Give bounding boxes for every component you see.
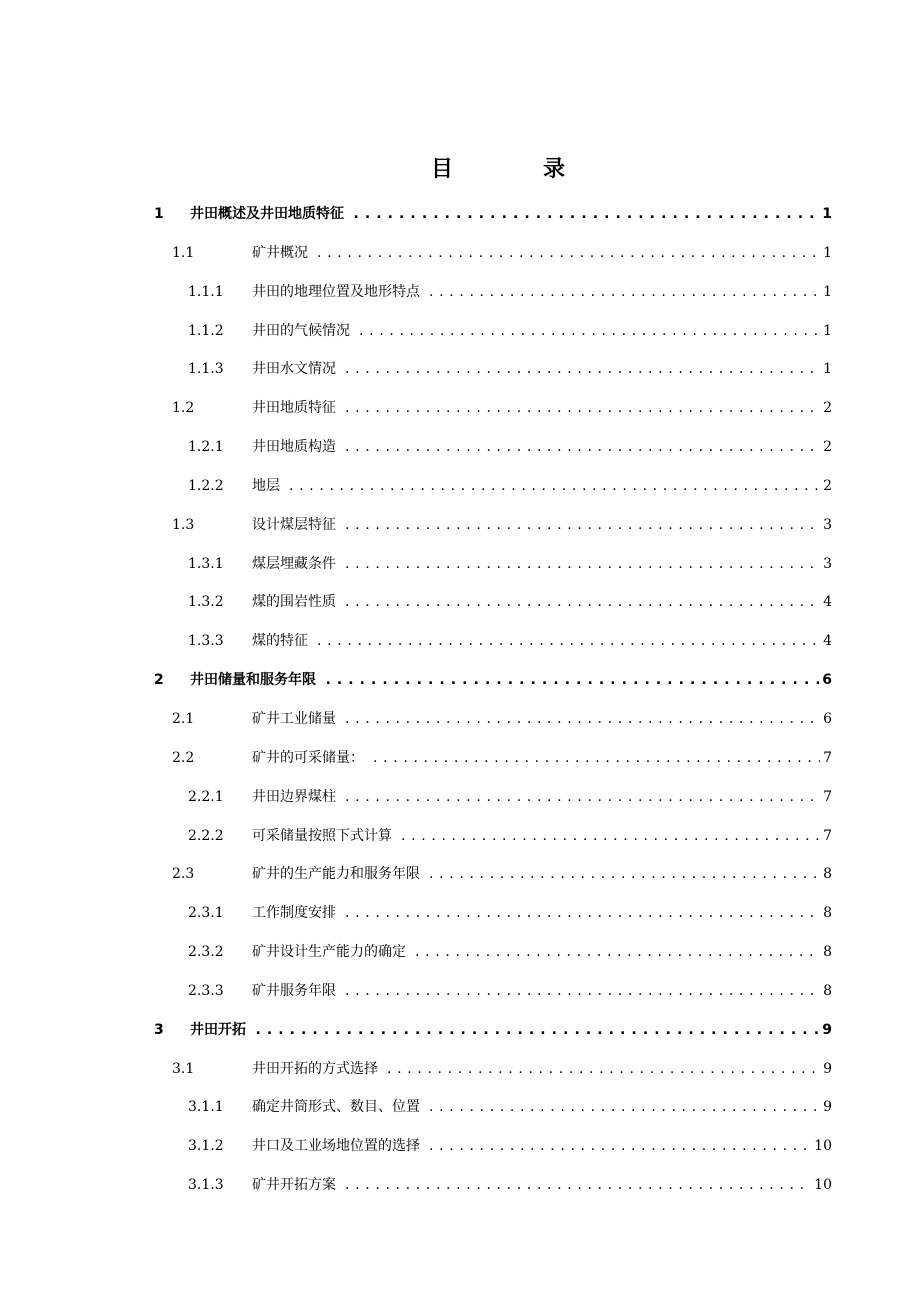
toc-entry-page: 3 <box>820 506 832 545</box>
toc-entry[interactable] <box>0 273 920 312</box>
toc-entry-page: 8 <box>820 933 832 972</box>
toc-entry-label: 地层 <box>252 477 280 494</box>
toc-entry-number: 2.3 <box>172 866 195 883</box>
toc-entry-page: 6 <box>819 661 832 700</box>
toc-entry-leader <box>252 1088 832 1127</box>
toc-entry-leader <box>190 195 832 234</box>
toc-entry-number: 3.1.3 <box>188 1177 224 1194</box>
toc-entry-label: 井口及工业场地位置的选择 <box>252 1138 420 1155</box>
toc-entry-label: 矿井设计生产能力的确定 <box>252 944 406 961</box>
toc-entry-number: 2.3.2 <box>188 944 224 961</box>
toc-entry[interactable] <box>0 428 920 467</box>
toc-entry-page: 7 <box>820 739 832 778</box>
toc-entry-number: 1.2 <box>172 400 195 417</box>
toc-entry-label: 可采储量按照下式计算 <box>252 827 392 844</box>
toc-entry-label: 井田地质特征 <box>252 400 336 417</box>
toc-entry-page: 9 <box>819 1011 832 1050</box>
toc-entry[interactable] <box>0 467 920 506</box>
toc-entry-page: 8 <box>820 855 832 894</box>
toc-entry-label: 矿井的生产能力和服务年限 <box>252 866 420 883</box>
toc-entry[interactable] <box>0 1011 920 1050</box>
toc-entry-leader <box>252 1166 832 1205</box>
toc-entry-leader <box>252 389 832 428</box>
toc-entry-label: 煤层埋藏条件 <box>252 555 336 572</box>
toc-entry-leader <box>252 855 832 894</box>
toc-entry-page: 4 <box>820 583 832 622</box>
toc-entry-label: 煤的特征 <box>252 633 308 650</box>
toc-entry[interactable] <box>0 894 920 933</box>
toc-entry-number: 1.3.2 <box>188 594 224 611</box>
toc-entry-number: 3.1 <box>172 1060 195 1077</box>
toc-entry-leader <box>252 273 832 312</box>
toc-entry[interactable] <box>0 195 920 234</box>
toc-entry-leader <box>252 312 832 351</box>
toc-entry-number: 1 <box>154 206 164 222</box>
toc-entry-label: 井田地质构造 <box>252 439 336 456</box>
toc-entry-page: 1 <box>819 195 832 234</box>
toc-entry-label: 煤的围岩性质 <box>252 594 336 611</box>
toc-entry[interactable] <box>0 739 920 778</box>
toc-entry-number: 1.2.2 <box>188 477 224 494</box>
toc-entry-leader <box>252 817 832 856</box>
toc-entry-page: 10 <box>811 1127 832 1166</box>
toc-entry-leader <box>252 739 832 778</box>
toc-entry-number: 3 <box>154 1021 164 1038</box>
toc-entry-number: 1.1.3 <box>188 361 224 378</box>
toc-entry-label: 井田的气候情况 <box>252 322 350 339</box>
toc-entry-leader <box>252 1127 832 1166</box>
toc-entry-leader <box>252 545 832 584</box>
toc-entry-number: 2.3.3 <box>188 982 224 999</box>
toc-entry[interactable] <box>0 312 920 351</box>
toc-entry-number: 1.3.1 <box>188 555 224 572</box>
toc-entry[interactable] <box>0 1050 920 1089</box>
toc-entry-page: 2 <box>820 428 832 467</box>
toc-entry-leader <box>190 661 832 700</box>
toc-entry-page: 9 <box>820 1050 832 1089</box>
toc-entry-number: 1.1.1 <box>188 283 224 300</box>
toc-entry-leader <box>252 350 832 389</box>
toc-entry[interactable] <box>0 234 920 273</box>
toc-entry[interactable] <box>0 855 920 894</box>
toc-entry-label: 矿井概况 <box>252 244 308 261</box>
toc-entry-number: 1.1.2 <box>188 322 224 339</box>
toc-entry[interactable] <box>0 933 920 972</box>
toc-entry-page: 1 <box>820 350 832 389</box>
toc-entry-label: 井田开拓的方式选择 <box>252 1060 378 1077</box>
toc-entry-label: 井田边界煤柱 <box>252 788 336 805</box>
toc-entry-number: 1.3.3 <box>188 633 224 650</box>
toc-entry-label: 矿井的可采储量： <box>252 749 364 766</box>
toc-entry-page: 7 <box>820 817 832 856</box>
toc-entry-number: 2.1 <box>172 710 195 727</box>
toc-entry-number: 2.2.1 <box>188 788 224 805</box>
toc-entry[interactable] <box>0 1127 920 1166</box>
toc-entry-leader <box>252 778 832 817</box>
toc-entry-leader <box>190 1011 832 1050</box>
toc-entry-leader <box>252 583 832 622</box>
toc-entry-leader <box>252 1050 832 1089</box>
toc-entry[interactable] <box>0 545 920 584</box>
toc-entry-label: 井田开拓 <box>190 1021 246 1038</box>
toc-entry-number: 2.3.1 <box>188 905 224 922</box>
toc-entry-page: 2 <box>820 389 832 428</box>
toc-entry[interactable] <box>0 506 920 545</box>
toc-entry[interactable] <box>0 1166 920 1205</box>
toc-entry-number: 2.2 <box>172 749 195 766</box>
toc-entry-leader <box>252 622 832 661</box>
toc-entry-page: 4 <box>820 622 832 661</box>
toc-entry[interactable] <box>0 1088 920 1127</box>
toc-entry-page: 1 <box>820 273 832 312</box>
toc-entry-leader <box>252 972 832 1011</box>
toc-entry-label: 设计煤层特征 <box>252 516 336 533</box>
toc-entry-leader <box>252 894 832 933</box>
toc-entry[interactable] <box>0 661 920 700</box>
toc-entry-page: 2 <box>820 467 832 506</box>
toc-entry-label: 矿井工业储量 <box>252 710 336 727</box>
toc-entry-leader <box>252 428 832 467</box>
toc-entry-label: 井田概述及井田地质特征 <box>190 206 344 222</box>
toc-entry-leader <box>252 700 832 739</box>
toc-entry[interactable] <box>0 972 920 1011</box>
toc-entry-number: 2 <box>154 672 164 689</box>
toc-entry[interactable] <box>0 583 920 622</box>
toc-entry-page: 8 <box>820 972 832 1011</box>
toc-entry-number: 1.2.1 <box>188 439 224 456</box>
toc-entry[interactable] <box>0 700 920 739</box>
toc-entry-leader <box>252 933 832 972</box>
toc-entry-page: 10 <box>811 1166 832 1205</box>
toc-entry-number: 3.1.2 <box>188 1138 224 1155</box>
toc-entry-page: 9 <box>820 1088 832 1127</box>
toc-entry-leader <box>252 234 832 273</box>
toc-entry-number: 2.2.2 <box>188 827 224 844</box>
toc-entry-number: 3.1.1 <box>188 1099 224 1116</box>
toc-entry-page: 8 <box>820 894 832 933</box>
toc-entry-label: 矿井服务年限 <box>252 982 336 999</box>
toc-entry-label: 井田的地理位置及地形特点 <box>252 283 420 300</box>
toc-entry-leader <box>252 467 832 506</box>
toc-entry-label: 井田储量和服务年限 <box>190 672 316 689</box>
toc-entry-label: 确定井筒形式、数目、位置 <box>252 1099 420 1116</box>
toc-entry-page: 7 <box>820 778 832 817</box>
toc-entry[interactable] <box>0 817 920 856</box>
toc-entry[interactable] <box>0 350 920 389</box>
toc-entry[interactable] <box>0 389 920 428</box>
toc-entry-page: 1 <box>820 312 832 351</box>
toc-entry[interactable] <box>0 622 920 661</box>
toc-entry-label: 工作制度安排 <box>252 905 336 922</box>
table-of-contents <box>0 195 920 1205</box>
toc-entry-number: 1.3 <box>172 516 195 533</box>
toc-entry-page: 1 <box>820 234 832 273</box>
toc-entry-leader <box>252 506 832 545</box>
toc-entry-page: 6 <box>820 700 832 739</box>
toc-entry-label: 矿井开拓方案 <box>252 1177 336 1194</box>
toc-entry-number: 1.1 <box>172 244 195 261</box>
toc-entry-page: 3 <box>820 545 832 584</box>
toc-entry[interactable] <box>0 778 920 817</box>
toc-entry-label: 井田水文情况 <box>252 361 336 378</box>
toc-title: 目 录 <box>430 157 599 182</box>
